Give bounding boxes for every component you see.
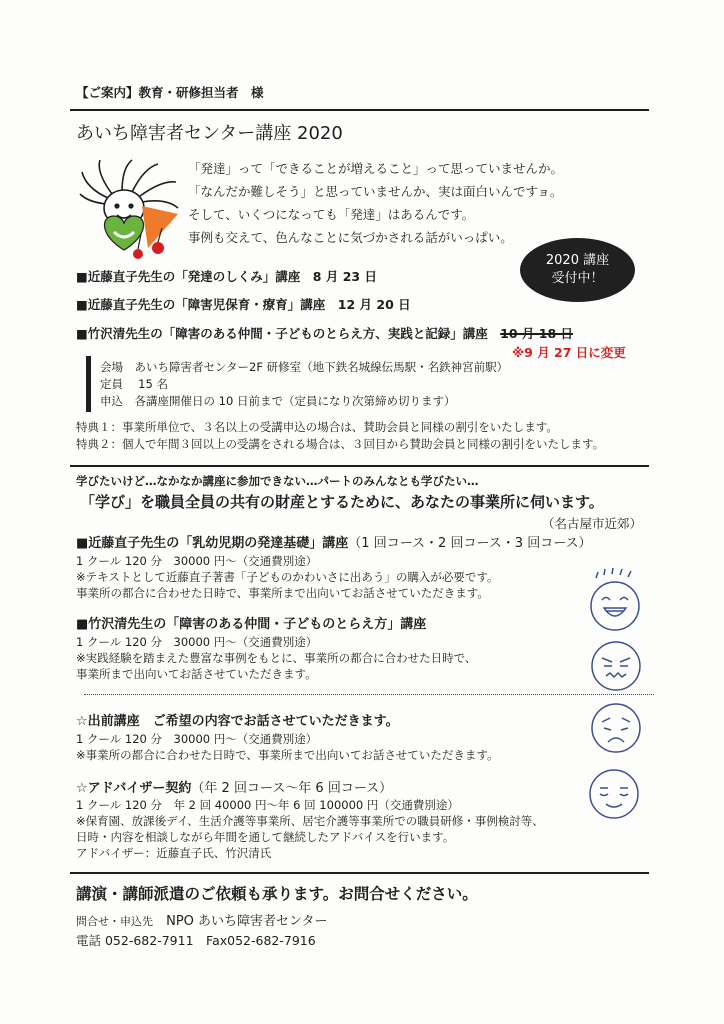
- date-change-note: ※9 月 27 日に変更: [512, 345, 626, 360]
- footer-rule: [70, 872, 649, 874]
- outreach-course-line: 1 クール 120 分 30000 円～（交通費別途）: [76, 554, 318, 568]
- demae-title: ☆出前講座 ご希望の内容でお話させていただきます。: [76, 714, 399, 729]
- adviser-line: 1 クール 120 分 年 2 回 40000 円～年 6 回 100000 円（交通費別途）: [76, 798, 459, 812]
- intro-line: 事例も交えて、色んなことに気づかされる話がいっぱい。: [188, 230, 513, 245]
- outreach-course-line: ※実践経験を踏まえた豊富な事例をもとに、事業所の都合に合わせた日時で、: [76, 651, 477, 665]
- venue-bar: [86, 356, 91, 412]
- outreach-area: （名古屋市近郊）: [542, 516, 643, 531]
- benefit-line: 特典２：個人で年間３回以上の受講をされる場合は、３回目から賛助会員と同様の割引をいたします。: [76, 437, 605, 451]
- outreach-lead: 学びたいけど…なかなか講座に参加できない…パートのみんなとも学びたい…: [76, 474, 479, 488]
- section-rule: [70, 465, 649, 467]
- outreach-course-title: [76, 535, 592, 552]
- outreach-course-line: 事業所の都合に合わせた日時で、事業所まで出向いてお話させていただきます。: [76, 586, 489, 600]
- venue-apply: 申込 各講座開催日の 10 日前まで（定員になり次第締め切ります）: [100, 394, 456, 408]
- outreach-course-line: 事業所まで出向いてお話させていただきます。: [76, 667, 317, 681]
- demae-line: ※事業所の都合に合わせた日時で、事業所まで出向いてお話させていただきます。: [76, 748, 499, 762]
- adviser-line: ※保育園、放課後デイ、生活介護等事業所、居宅介護等事業所での職員研修・事例検討等、: [76, 814, 544, 828]
- accepting-badge: [520, 238, 635, 302]
- badge-line: 2020 講座: [545, 253, 610, 268]
- course-item: [76, 325, 573, 342]
- adviser-line: アドバイザー：近藤直子氏、竹沢清氏: [76, 846, 272, 860]
- page-title: あいち障害者センター講座 2020: [76, 123, 343, 144]
- adviser-name: ☆アドバイザー契約: [76, 781, 192, 796]
- laughing-face-icon: [586, 568, 644, 632]
- outreach-course-line: 1 クール 120 分 30000 円～（交通費別途）: [76, 635, 318, 649]
- outreach-course-title: ■竹沢清先生の「障害のある仲間・子どものとらえ方」講座: [76, 617, 427, 632]
- contact-label: 問合せ・申込先: [76, 915, 153, 928]
- footer-contact: [76, 910, 328, 929]
- venue-place: 会場 あいち障害者センター2F 研修室（地下鉄名城線伝馬駅・名鉄神宮前駅）: [100, 360, 509, 374]
- organization-name: NPO あいち障害者センター: [166, 914, 328, 929]
- intro-line: 「なんだか難しそう」と思っていませんか、実は面白いんですョ。: [188, 184, 563, 199]
- course-old-date: 10 月 18 日: [500, 326, 574, 341]
- venue-capacity: 定員 15 名: [100, 377, 168, 391]
- mascot-illustration: [78, 158, 188, 260]
- course-item: ■近藤直子先生の「障害児保育・療育」講座 12 月 20 日: [76, 297, 411, 312]
- adviser-title: [76, 780, 392, 797]
- outreach-course-suffix: （1 回コース・2 回コース・3 回コース）: [348, 536, 592, 551]
- angry-face-icon: [588, 638, 644, 694]
- footer-headline: 講演・講師派遣のご依頼も承ります。お問合せください。: [76, 885, 478, 903]
- outreach-course-name: ■近藤直子先生の「乳幼児期の発達基礎」講座: [76, 536, 349, 551]
- contact-phone-fax: 電話 052-682-7911 Fax052-682-7916: [76, 933, 316, 948]
- dotted-divider: [84, 694, 654, 695]
- adviser-suffix: （年 2 回コース～年 6 回コース）: [191, 781, 393, 796]
- calm-face-icon: [586, 766, 642, 822]
- adviser-line: 日時・内容を相談しながら年間を通して継続したアドバイスを行います。: [76, 830, 455, 844]
- header-greeting: 【ご案内】教育・研修担当者 様: [76, 85, 264, 100]
- sad-face-icon: [588, 700, 644, 756]
- demae-line: 1 クール 120 分 30000 円～（交通費別途）: [76, 732, 318, 746]
- outreach-headline: 「学び」を職員全員の共有の財産とするために、あなたの事業所に伺います。: [80, 493, 604, 511]
- course-item-label: ■竹沢清先生の「障害のある仲間・子どものとらえ方、実践と記録」講座: [76, 326, 488, 341]
- intro-line: そして、いくつになっても「発達」はあるんです。: [188, 207, 475, 222]
- benefit-line: 特典１：事業所単位で、３名以上の受講申込の場合は、賛助会員と同様の割引をいたします。: [76, 420, 558, 434]
- badge-line: 受付中！: [551, 271, 604, 286]
- header-rule: [70, 109, 649, 111]
- intro-line: 「発達」って「できることが増えること」って思っていませんか。: [188, 161, 564, 176]
- outreach-course-line: ※テキストとして近藤直子著書「子どものかわいさに出あう」の購入が必要です。: [76, 570, 499, 584]
- course-item: ■近藤直子先生の「発達のしくみ」講座 8 月 23 日: [76, 269, 377, 284]
